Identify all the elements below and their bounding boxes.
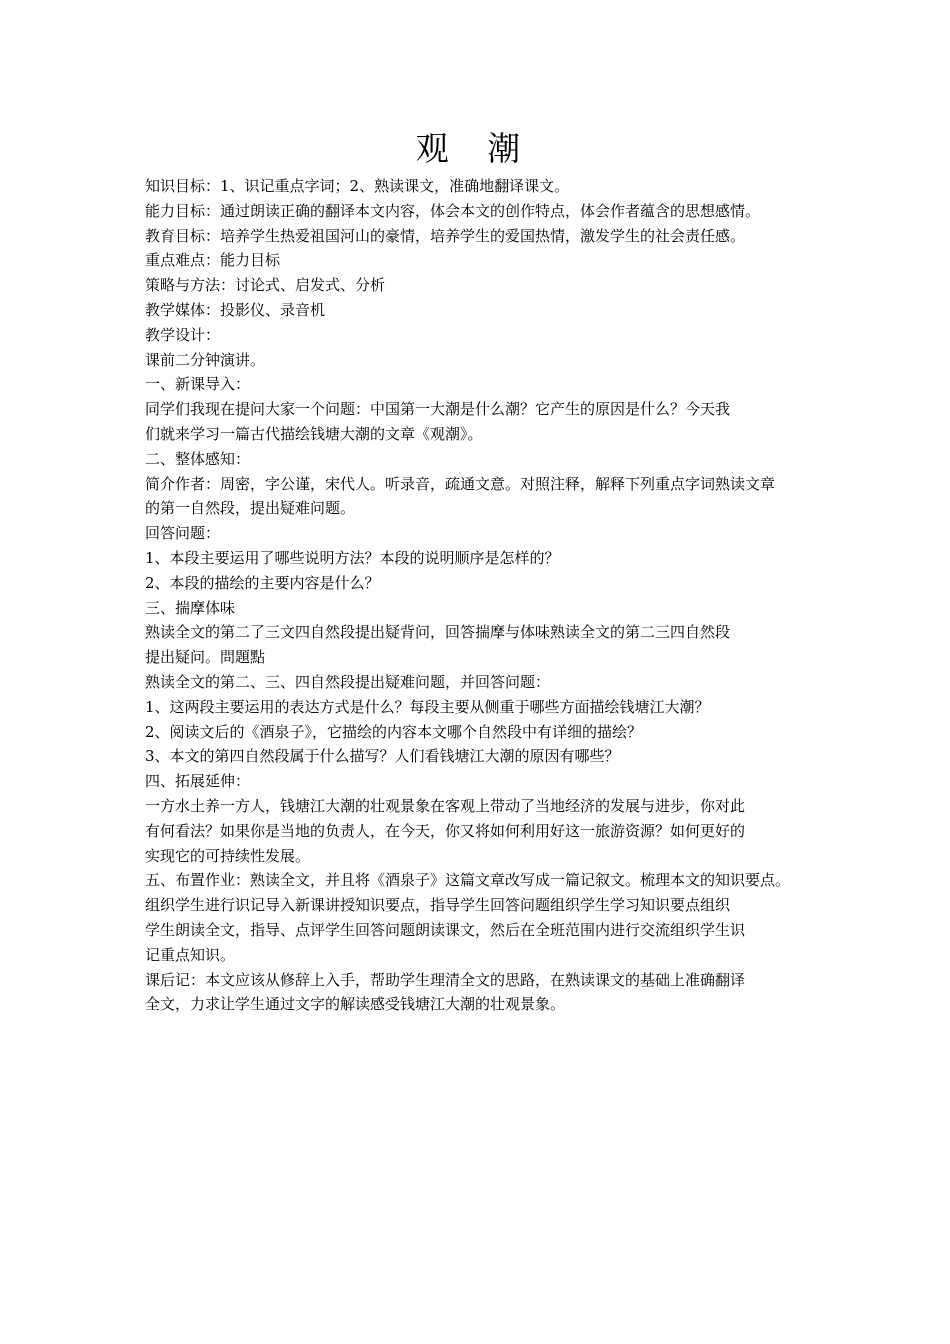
text-line: 二、整体感知： (145, 449, 251, 468)
text-line: 的第一自然段，提出疑难问题。 (145, 499, 356, 518)
text-line: 四、拓展延伸： (145, 772, 251, 791)
text-line: 提出疑问。問題點 (145, 648, 266, 667)
text-line: 简介作者：周密，字公谨，宋代人。听录音，疏通文意。对照注释，解释下列重点字词熟读文章 (145, 474, 776, 493)
text-line: 1、这两段主要运用的表达方式是什么？每段主要从侧重于哪些方面描绘钱塘江大潮？ (145, 697, 710, 716)
text-line: 教学媒体：投影仪、录音机 (145, 300, 326, 319)
text-line: 记重点知识。 (145, 945, 236, 964)
text-line: 1、本段主要运用了哪些说明方法？本段的说明顺序是怎样的？ (145, 548, 560, 567)
text-line: 一方水土养一方人，钱塘江大潮的壮观景象在客观上带动了当地经济的发展与进步，你对此 (145, 796, 746, 815)
text-line: 实现它的可持续性发展。 (145, 846, 311, 865)
text-line: 学生朗读全文，指导、点评学生回答问题朗读课文，然后在全班范围内进行交流组织学生识 (145, 920, 746, 939)
text-line: 2、本段的描绘的主要内容是什么？ (145, 573, 380, 592)
text-line: 教学设计： (145, 325, 221, 344)
text-line: 们就来学习一篇古代描绘钱塘大潮的文章《观潮》。 (145, 424, 483, 443)
text-line: 有何看法？如果你是当地的负责人，在今天，你又将如何利用好这一旅游资源？如何更好的 (145, 821, 746, 840)
text-line: 熟读全文的第二、三、四自然段提出疑难问题，并回答问题： (145, 672, 551, 691)
text-line: 教育目标：培养学生热爱祖国河山的豪情，培养学生的爱国热情，激发学生的社会责任感。 (145, 226, 746, 245)
text-line: 策略与方法：讨论式、启发式、分析 (145, 276, 386, 295)
text-line: 同学们我现在提问大家一个问题：中国第一大潮是什么潮？它产生的原因是什么？今天我 (145, 400, 731, 419)
text-line: 重点难点：能力目标 (145, 251, 281, 270)
text-line: 组织学生进行识记导入新课讲授知识要点，指导学生回答问题组织学生学习知识要点组织 (145, 896, 731, 915)
text-line: 知识目标：1、识记重点字词；2、熟读课文，准确地翻译课文。 (145, 177, 570, 195)
document-title: 观 潮 (415, 129, 535, 168)
document-body (145, 174, 817, 1017)
text-line: 五、布置作业：熟读全文，并且将《酒泉子》这篇文章改写成一篇记叙文。梳理本文的知识要点。 (145, 871, 791, 890)
text-line: 课后记：本文应该从修辞上入手，帮助学生理清全文的思路，在熟读课文的基础上准确翻译 (145, 970, 746, 989)
text-line: 一、新课导入： (145, 375, 251, 394)
text-line: 2、阅读文后的《酒泉子》，它描绘的内容本文哪个自然段中有详细的描绘？ (145, 722, 643, 741)
text-line: 3、本文的第四自然段属于什么描写？人们看钱塘江大潮的原因有哪些？ (145, 747, 620, 766)
text-line: 能力目标：通过朗读正确的翻译本文内容，体会本文的创作特点，体会作者蕴含的思想感情。 (145, 201, 761, 220)
text-line: 三、揣摩体味 (145, 598, 236, 617)
text-line: 课前二分钟演讲。 (145, 350, 266, 369)
text-line: 熟读全文的第二了三文四自然段提出疑背问，回答揣摩与体味熟读全文的第二三四自然段 (145, 623, 731, 642)
text-line: 回答问题： (145, 524, 221, 543)
text-line: 全文，力求让学生通过文字的解读感受钱塘江大潮的壮观景象。 (145, 995, 566, 1014)
